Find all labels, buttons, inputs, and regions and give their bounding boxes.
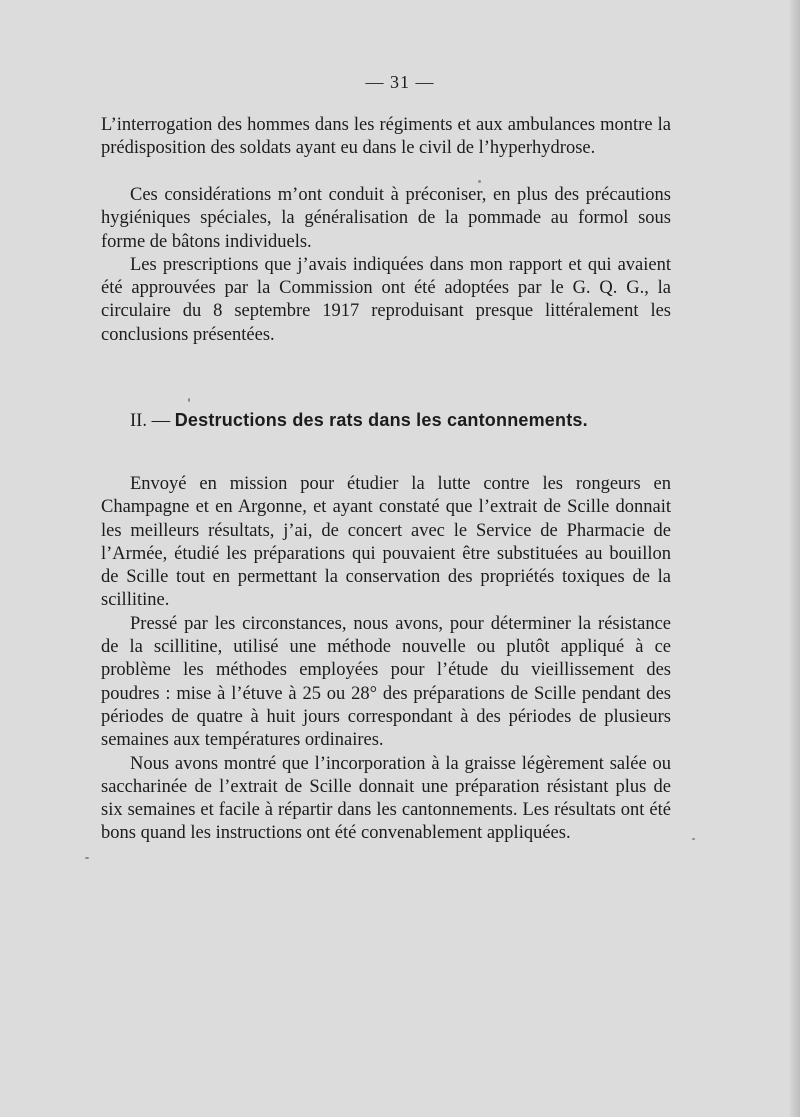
paper-speck	[478, 180, 481, 183]
section-1-body	[101, 114, 671, 347]
paper-speck	[692, 838, 695, 840]
page-number: — 31 —	[365, 72, 435, 92]
section-2-heading	[130, 408, 670, 433]
paragraph-5: Pressé par les circonstances, nous avons, pour déterminer la résistance de la scillitine, utilisé une méthode nouvelle ou plutôt appliqué à ce problème les méthodes employées pour l’étude du vieillissement des poudres : mise à l’étuve à 25 ou 28° des préparations de Scille pendant des périodes de quatre à huit jours correspondant à des périodes de plusieurs semaines aux températures ordinaires.	[101, 613, 671, 751]
paper-speck	[85, 857, 89, 859]
paragraph-3: Les prescriptions que j’avais indiquées dans mon rapport et qui avaient été approuvées par la Commission ont été adoptées par le G. Q. G., la circulaire du 8 septembre 1917 reproduisant presque littéralement les conclusions présentées.	[101, 254, 671, 345]
paragraph-6: Nous avons montré que l’incorporation à la graisse légèrement salée ou saccharinée de l’extrait de Scille donnait une préparation résistant plus de six semaines et facile à répartir dans les cantonnements. Les résultats ont été bons quand les instructions ont été convenablement appliquées.	[101, 753, 671, 844]
section-2-body	[101, 473, 671, 846]
paragraph-4: Envoyé en mission pour étudier la lutte contre les rongeurs en Champagne et en Argonne, et ayant constaté que l’extrait de Scille donnait les meilleurs résultats, j’ai, de concert avec le Service de Pharmacie de l’Armée, étudié les préparations qui pouvaient être substituées au bouillon de Scille tout en permettant la conservation des propriétés toxiques de la scillitine.	[101, 474, 671, 611]
paragraph-1: L’interrogation des hommes dans les régiments et aux ambulances montre la prédisposition des soldats ayant eu dans le civil de l’hyperhydrose.	[101, 115, 671, 159]
paragraph-2: Ces considérations m’ont conduit à préconiser, en plus des précautions hygiéniques spéciales, la généralisation de la pommade au formol sous forme de bâtons individuels.	[101, 185, 671, 252]
section-2-number: II. —	[130, 411, 171, 431]
page-edge-shadow	[790, 0, 800, 1117]
section-2-title: Destructions des rats dans les cantonnements.	[174, 410, 588, 430]
paper-speck	[188, 398, 190, 402]
